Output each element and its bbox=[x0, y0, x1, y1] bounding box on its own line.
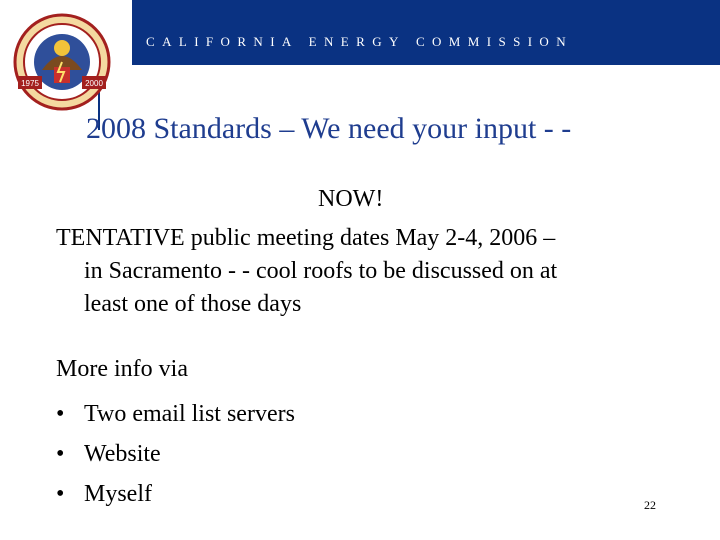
logo-year-left: 1975 bbox=[21, 79, 39, 88]
paragraph-line-1: TENTATIVE public meeting dates May 2-4, 2006 – bbox=[56, 225, 556, 251]
bullet-text: Website bbox=[84, 441, 161, 467]
header-band bbox=[132, 0, 720, 65]
now-line: NOW! bbox=[318, 186, 384, 212]
slide-title: 2008 Standards – We need your input - - bbox=[86, 112, 572, 145]
bullet-glyph: • bbox=[56, 401, 65, 427]
bullet-glyph: • bbox=[56, 441, 65, 467]
list-item bbox=[56, 394, 295, 434]
logo-year-right: 2000 bbox=[85, 79, 103, 88]
list-item bbox=[56, 434, 295, 474]
more-info-label: More info via bbox=[56, 356, 188, 382]
bullet-text: Two email list servers bbox=[84, 401, 295, 427]
org-name: CALIFORNIA ENERGY COMMISSION bbox=[146, 34, 574, 49]
page-number: 22 bbox=[644, 498, 656, 512]
bullet-list bbox=[56, 394, 295, 514]
paragraph-line-2: in Sacramento - - cool roofs to be discussed on at bbox=[84, 258, 558, 284]
list-item bbox=[56, 474, 295, 514]
paragraph-line-3: least one of those days bbox=[84, 291, 302, 317]
bullet-glyph: • bbox=[56, 481, 65, 507]
california-energy-commission-seal-icon bbox=[12, 12, 112, 112]
bullet-text: Myself bbox=[84, 481, 152, 507]
